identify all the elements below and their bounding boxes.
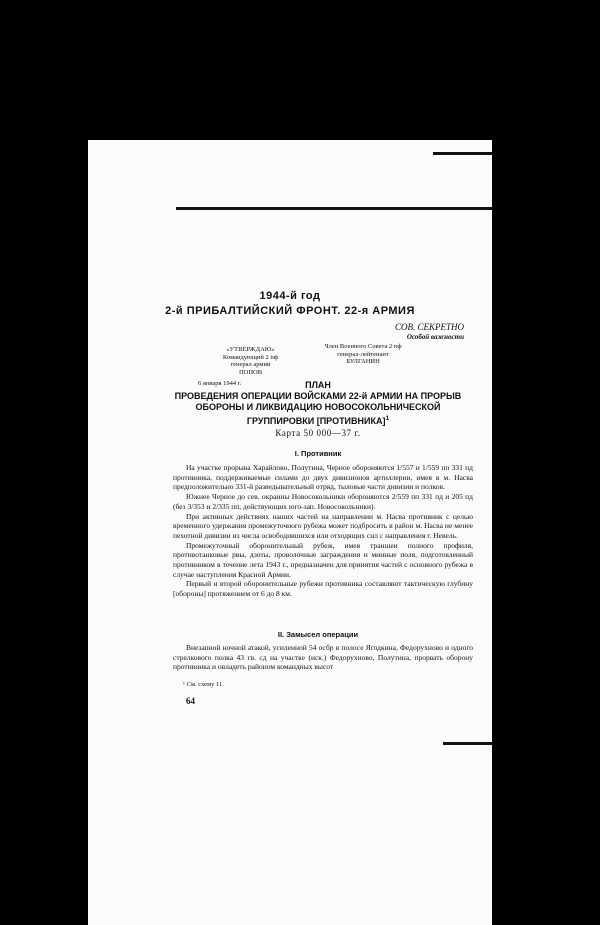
approval-heading: «УТВЕРЖДАЮ» bbox=[226, 346, 275, 353]
plan-subtitle-1: ПРОВЕДЕНИЯ ОПЕРАЦИИ ВОЙСКАМИ 22-й АРМИИ НА ПРОРЫВ bbox=[174, 391, 462, 401]
section-2-paragraph: Внезапной ночной атакой, усиленной 54 осбр в полосе Ягодкина, Федорухново и одного стрелкового полка 43 гв. сд на участке (иск.) Федорухново, Полутина, прорвать оборону противника и овладеть районом командных высот bbox=[173, 643, 473, 672]
section-2-body bbox=[173, 643, 473, 672]
importance-label: Особой важности bbox=[406, 333, 464, 341]
top-dark-stroke bbox=[433, 152, 492, 155]
plan-title: ПЛАН bbox=[305, 380, 331, 390]
footnote-marker: 1 bbox=[385, 415, 390, 422]
council-name: БУЛГАНИН bbox=[346, 358, 380, 365]
section-1-heading: I. Противник bbox=[294, 449, 342, 458]
section-1-paragraph: Промежуточный оборонительный рубеж, имея траншеи полного профиля, противотанковые рвы, дзоты, проволочные заграждения и минные поля, подготовленный противником в течение лета 1943 г., предназначен для принятия частей с основного рубежа в случае наступления Красной Армии. bbox=[173, 540, 473, 579]
section-1-paragraph: Первый и второй оборонительные рубежи противника составляют тактическую глубину [обороны] протяжением от 6 до 8 км. bbox=[173, 579, 473, 599]
classification-label: СОВ. СЕКРЕТНО bbox=[395, 322, 464, 332]
approval-line2: генерал армии bbox=[230, 361, 271, 368]
approval-date: 6 января 1944 г. bbox=[198, 380, 242, 387]
approval-name: ПОПОВ bbox=[238, 368, 263, 376]
document-page bbox=[88, 140, 492, 925]
section-1-paragraph: На участке прорыва Харайлово, Полутина, Черное обороняются 1/557 и 1/559 пп 331 пд противника, поддерживаемые силами до двух дивизионов артиллерии, имея в м. Насва предположительно 331-й разведывательный отряд, тыловые части дивизии и полков. bbox=[173, 463, 473, 492]
header-rule bbox=[176, 207, 492, 210]
map-reference: Карта 50 000—37 г. bbox=[275, 428, 361, 438]
plan-subtitle-2: ОБОРОНЫ И ЛИКВИДАЦИЮ НОВОСОКОЛЬНИЧЕСКОЙ bbox=[195, 402, 441, 412]
classification-block bbox=[395, 322, 464, 342]
section-1-paragraph: При активных действиях наших частей на направлении м. Насва противник с целью временного удержания промежуточного рубежа может подбросить в район м. Насва не менее пехотной дивизии из числа освободившихся или отходящих сил с направления г. Невель. bbox=[173, 511, 473, 540]
approval-line1: Командующий 2 пф bbox=[222, 353, 279, 361]
plan-subtitle-3: ГРУППИРОВКИ [ПРОТИВНИКА] bbox=[246, 416, 386, 426]
section-2-heading: II. Замысел операции bbox=[277, 630, 359, 639]
page-number: 64 bbox=[186, 696, 195, 706]
front-heading: 2-й ПРИБАЛТИЙСКИЙ ФРОНТ. 22-я АРМИЯ bbox=[165, 305, 415, 317]
plan-title-block bbox=[168, 380, 468, 427]
council-block bbox=[308, 343, 418, 366]
year-heading: 1944-й год bbox=[259, 290, 321, 302]
council-line1: Член Военного Совета 2 пф bbox=[324, 343, 402, 350]
bottom-dark-stroke bbox=[443, 742, 492, 745]
council-line2: генерал-лейтенант bbox=[337, 350, 389, 358]
footnote: ¹ См. схему 11. bbox=[183, 681, 224, 688]
section-1-paragraph: Южнее Черное до сев. окраины Новосокольники обороняются 2/559 пп 331 пд и 205 пд (без 3/353 и 2/335 пп, действующих юго-зап. Новосокольники). bbox=[173, 492, 473, 511]
section-1-body bbox=[173, 463, 473, 599]
